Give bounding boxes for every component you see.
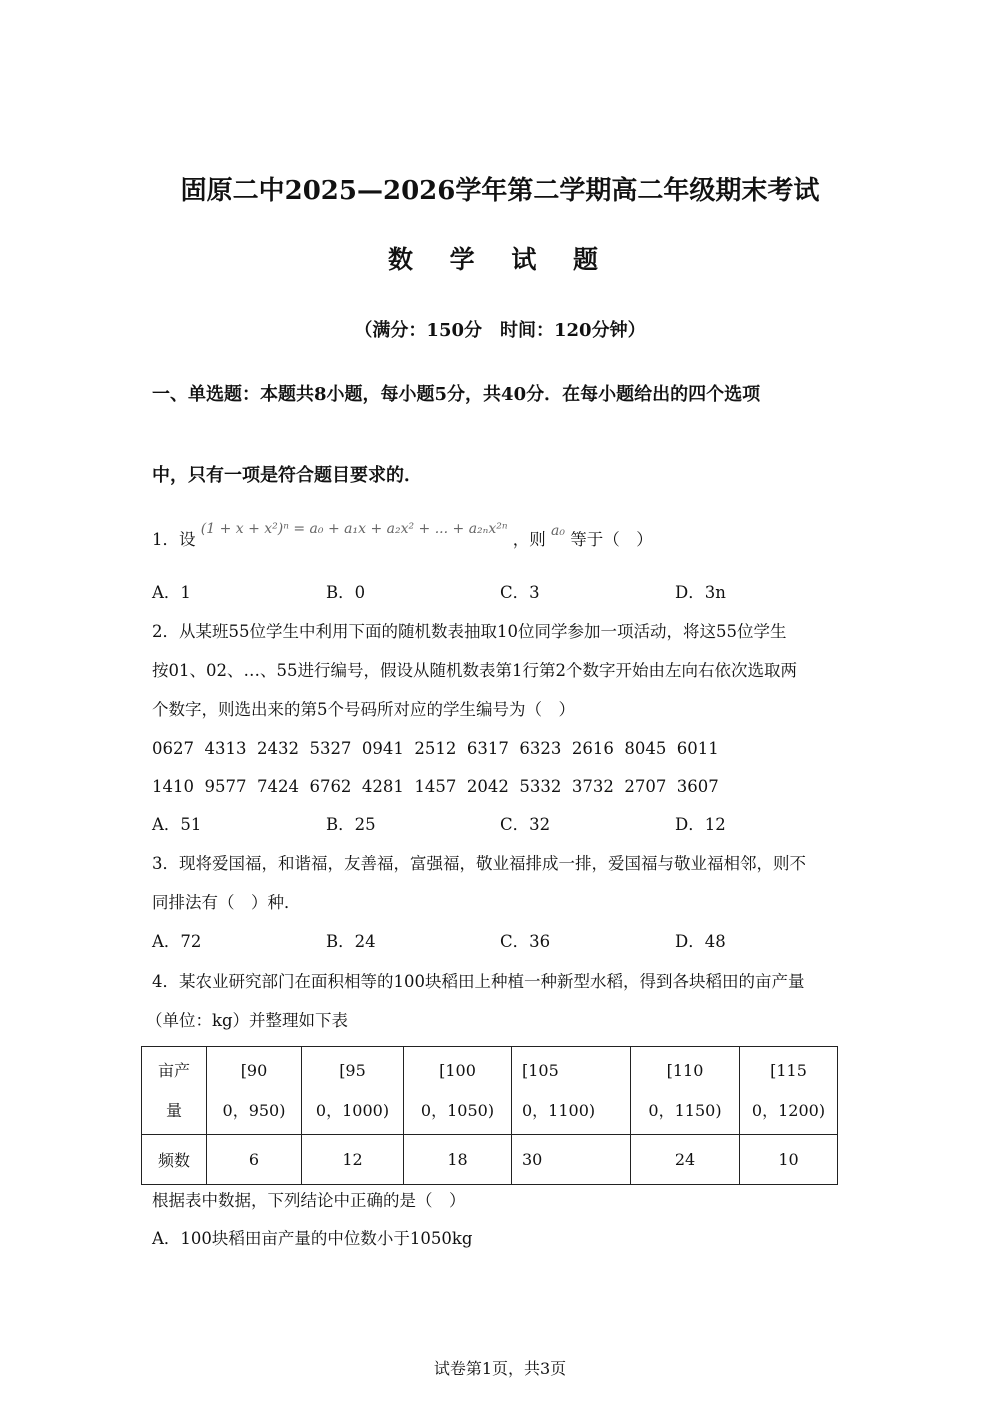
exam-title: 固原二中2025—2026学年第二学期高二年级期末考试	[180, 176, 820, 206]
q1-prefix: 1．设	[152, 530, 196, 549]
section-heading-line1: 一、单选题：本题共8小题，每小题5分，共40分．在每小题给出的四个选项	[152, 384, 761, 405]
range-cell-3: [100 0，1050)	[404, 1047, 512, 1135]
table-row	[142, 1135, 838, 1185]
range-cell-1: [90 0，950)	[207, 1047, 302, 1135]
q1-option-b: B．0	[326, 583, 366, 602]
yield-table	[141, 1046, 838, 1185]
q2-option-b: B．25	[326, 815, 376, 834]
q3-option-c: C．36	[500, 932, 551, 951]
q2-line-1: 2．从某班55位学生中利用下面的随机数表抽取10位同学参加一项活动，将这55位学生	[152, 622, 787, 641]
q4-line-2: （单位：kg）并整理如下表	[146, 1011, 349, 1030]
range-cell-6: [115 0，1200)	[740, 1047, 838, 1135]
score-info: （满分：150分 时间：120分钟）	[354, 320, 646, 341]
freq-cell-6: 10	[740, 1135, 838, 1185]
row-label-yield: 亩产 量	[142, 1047, 207, 1135]
q4-after-table: 根据表中数据，下列结论中正确的是（ ）	[152, 1191, 466, 1210]
freq-cell-4: 30	[512, 1135, 631, 1185]
q2-line-3: 个数字，则选出来的第5个号码所对应的学生编号为（ ）	[152, 700, 575, 719]
freq-cell-1: 6	[207, 1135, 302, 1185]
random-table-row-2: 1410 9577 7424 6762 4281 1457 2042 5332 3732 2707 3607	[152, 777, 719, 796]
q1-option-a: A．1	[152, 583, 191, 602]
table-row	[142, 1047, 838, 1135]
random-table-row-1: 0627 4313 2432 5327 0941 2512 6317 6323 2616 8045 6011	[152, 739, 719, 758]
q3-line-1: 3．现将爱国福，和谐福，友善福，富强福，敬业福排成一排，爱国福与敬业福相邻，则不	[152, 854, 806, 873]
q1-option-d: D．3n	[675, 583, 726, 602]
q1-a0: a₀	[551, 523, 565, 539]
q2-option-a: A．51	[152, 815, 202, 834]
q4-option-a: A．100块稻田亩产量的中位数小于1050kg	[152, 1229, 473, 1248]
q1-formula: (1 + x + x²)ⁿ = a₀ + a₁x + a₂x² + ... + a₂ₙx²ⁿ	[200, 521, 508, 537]
q2-line-2: 按01、02、…、55进行编号，假设从随机数表第1行第2个数字开始由左向右依次选取两	[152, 661, 797, 680]
q2-option-c: C．32	[500, 815, 551, 834]
range-cell-5: [110 0，1150)	[631, 1047, 740, 1135]
page-footer: 试卷第1页，共3页	[433, 1359, 567, 1378]
question-1	[152, 521, 653, 553]
range-cell-2: [95 0，1000)	[302, 1047, 404, 1135]
q1-option-c: C．3	[500, 583, 540, 602]
q3-option-d: D．48	[675, 932, 726, 951]
q1-middle: ，则	[512, 530, 546, 549]
q2-option-d: D．12	[675, 815, 726, 834]
section-heading-line2: 中，只有一项是符合题目要求的．	[152, 465, 422, 486]
freq-cell-5: 24	[631, 1135, 740, 1185]
exam-subtitle: 数 学 试 题	[387, 245, 613, 274]
q3-line-2: 同排法有（ ）种．	[152, 893, 301, 912]
q4-line-1: 4．某农业研究部门在面积相等的100块稻田上种植一种新型水稻，得到各块稻田的亩产量	[152, 972, 805, 991]
q3-option-b: B．24	[326, 932, 376, 951]
freq-cell-2: 12	[302, 1135, 404, 1185]
q3-option-a: A．72	[152, 932, 202, 951]
row-label-frequency: 频数	[142, 1135, 207, 1185]
freq-cell-3: 18	[404, 1135, 512, 1185]
range-cell-4: [105 0，1100)	[512, 1047, 631, 1135]
q1-suffix: 等于（ ）	[570, 530, 653, 549]
